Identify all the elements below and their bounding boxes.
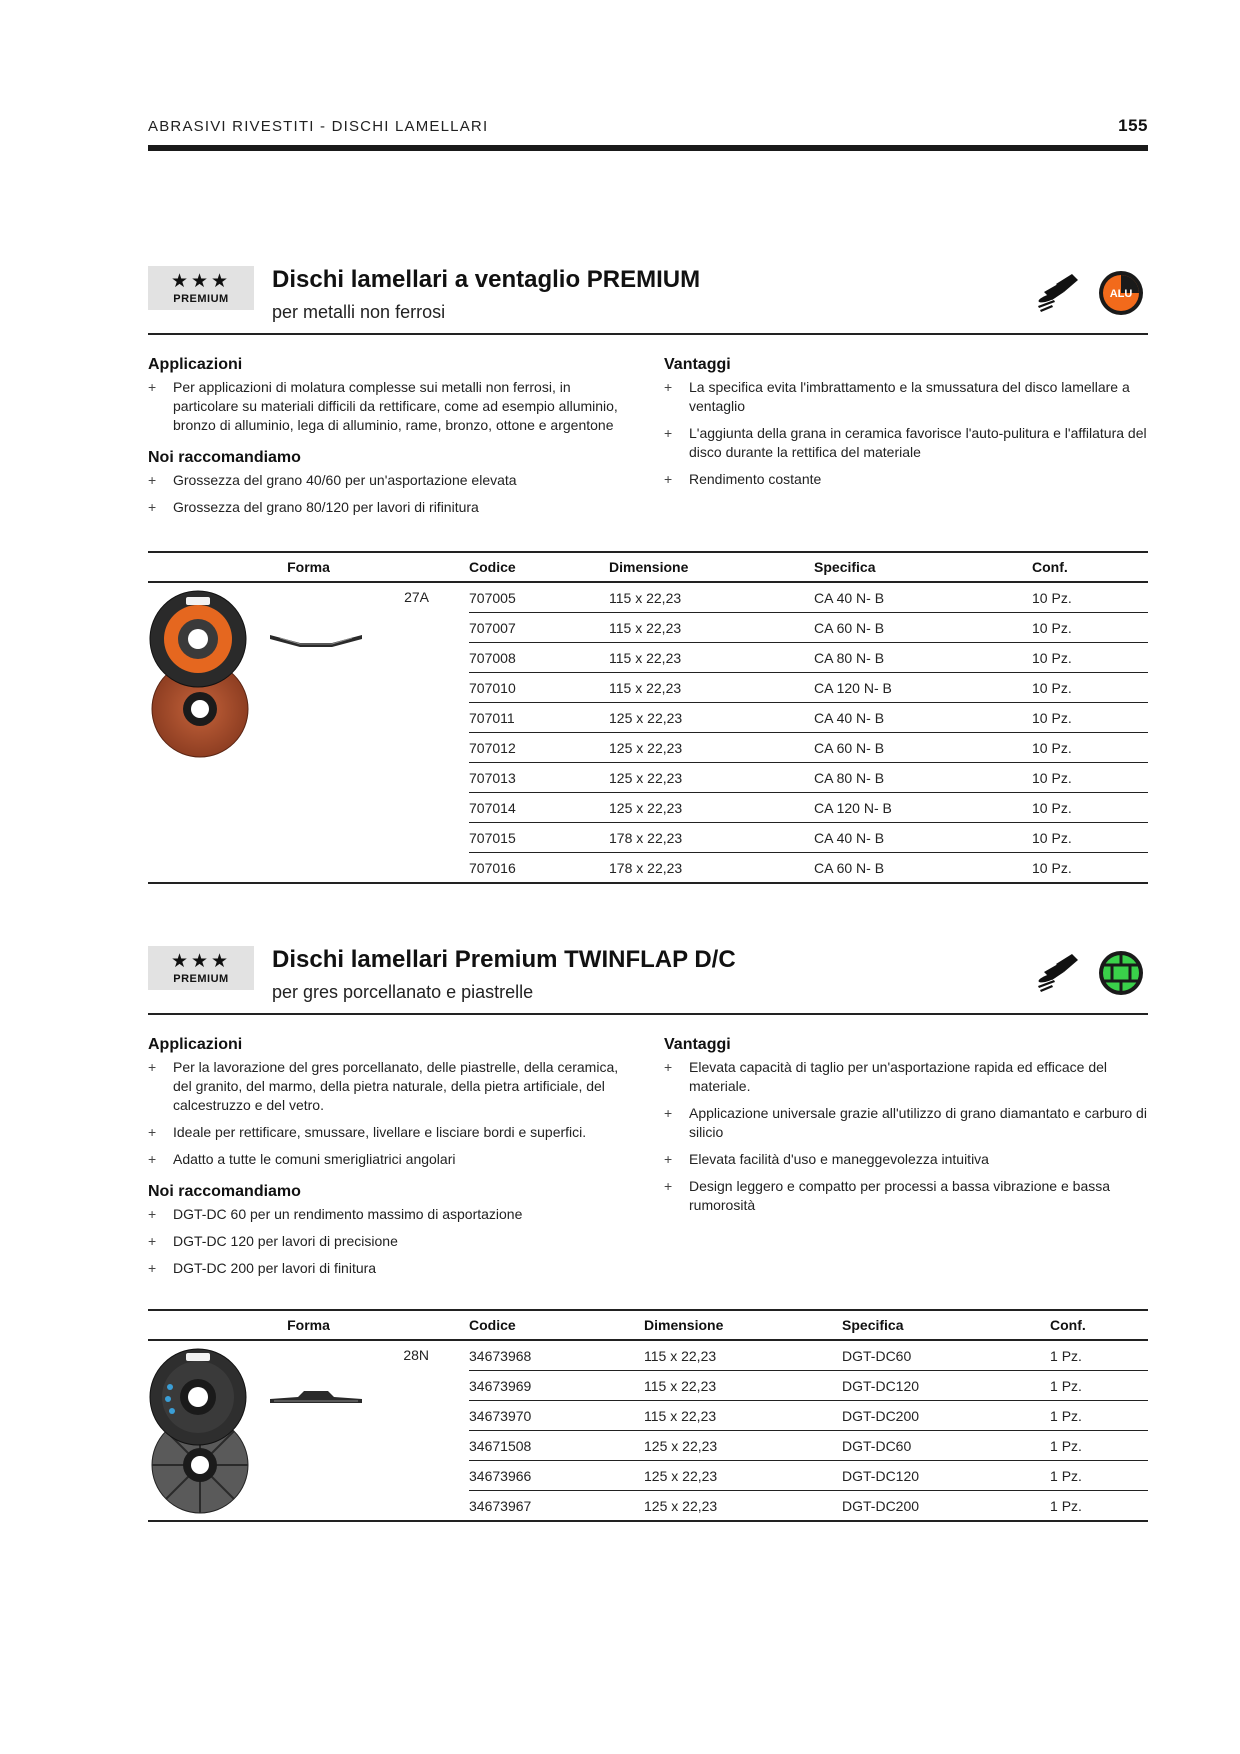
raccomandiamo-heading: Noi raccomandiamo bbox=[148, 1183, 301, 1200]
cell-conf: 1 Pz. bbox=[1050, 1497, 1082, 1514]
cell-specifica: DGT-DC200 bbox=[842, 1497, 920, 1514]
list-item: + Applicazione universale grazie all'utilizzo di grano diamantato e carburo di silicio bbox=[664, 1104, 1154, 1142]
cell-dimensione: 178 x 22,23 bbox=[609, 823, 814, 853]
cell-codice: 707011 bbox=[469, 703, 609, 733]
cell-codice: 707005 bbox=[469, 582, 609, 613]
cell-specifica: DGT-DC120 bbox=[842, 1371, 1050, 1401]
table-body bbox=[148, 582, 1148, 883]
cell-conf: 10 Pz. bbox=[1032, 859, 1072, 876]
shape-cell bbox=[278, 1340, 469, 1521]
cell-specifica: DGT-DC120 bbox=[842, 1461, 1050, 1491]
list-item: + Ideale per rettificare, smussare, livellare e lisciare bordi e superfici. bbox=[148, 1123, 638, 1142]
cell-conf: 10 Pz. bbox=[1032, 643, 1148, 673]
premium-badge bbox=[148, 946, 254, 990]
table-body bbox=[148, 1340, 1148, 1521]
column-header-conf: Conf. bbox=[1032, 552, 1148, 582]
cell-dimensione: 115 x 22,23 bbox=[609, 613, 814, 643]
applicazioni-heading: Applicazioni bbox=[148, 356, 243, 373]
list-item: + Rendimento costante bbox=[664, 470, 1154, 489]
column-header-conf: Conf. bbox=[1050, 1310, 1148, 1340]
cell-dimensione: 115 x 22,23 bbox=[609, 582, 814, 613]
cell-codice: 707010 bbox=[469, 673, 609, 703]
vantaggi-heading: Vantaggi bbox=[664, 356, 731, 373]
section-rule bbox=[148, 1013, 1148, 1015]
section-title: Dischi lamellari Premium TWINFLAP D/C bbox=[272, 946, 736, 973]
product-table bbox=[148, 551, 1148, 884]
cell-codice: 707013 bbox=[469, 763, 609, 793]
cell-codice: 707008 bbox=[469, 643, 609, 673]
raccomandiamo-heading: Noi raccomandiamo bbox=[148, 449, 301, 466]
cell-codice: 707012 bbox=[469, 733, 609, 763]
list-item: + Grossezza del grano 40/60 per un'asportazione elevata bbox=[148, 471, 638, 490]
tile-material-icon bbox=[1098, 950, 1144, 996]
cell-specifica: CA 60 N- B bbox=[814, 859, 885, 876]
right-column bbox=[664, 356, 1154, 497]
applicazioni-heading: Applicazioni bbox=[148, 1036, 243, 1053]
cell-specifica: CA 120 N- B bbox=[814, 673, 1032, 703]
flap-disc-image bbox=[148, 589, 250, 759]
cell-conf: 10 Pz. bbox=[1032, 703, 1148, 733]
cell-conf: 1 Pz. bbox=[1050, 1461, 1148, 1491]
page-header bbox=[148, 112, 1148, 140]
section-subtitle: per gres porcellanato e piastrelle bbox=[272, 982, 534, 1002]
shape-code: 27A bbox=[404, 589, 430, 605]
column-header-dimensione: Dimensione bbox=[644, 1310, 842, 1340]
column-header-specifica: Specifica bbox=[842, 1310, 1050, 1340]
product-image-cell bbox=[148, 582, 278, 883]
cell-conf: 10 Pz. bbox=[1032, 733, 1148, 763]
premium-badge bbox=[148, 266, 254, 310]
section-title: Dischi lamellari a ventaglio PREMIUM bbox=[272, 266, 701, 293]
cell-dimensione: 178 x 22,23 bbox=[609, 859, 683, 876]
right-column bbox=[664, 1036, 1154, 1223]
cell-specifica: DGT-DC60 bbox=[842, 1431, 1050, 1461]
badge-label: PREMIUM bbox=[173, 292, 229, 305]
stars-icon: ★★★ bbox=[170, 270, 232, 292]
twinflap-disc-image bbox=[148, 1347, 250, 1517]
cell-dimensione: 125 x 22,23 bbox=[609, 703, 814, 733]
section-subtitle: per metalli non ferrosi bbox=[272, 302, 446, 322]
cell-conf: 10 Pz. bbox=[1032, 763, 1148, 793]
cell-dimensione: 125 x 22,23 bbox=[644, 1461, 842, 1491]
cell-conf: 10 Pz. bbox=[1032, 673, 1148, 703]
section-twinflap bbox=[148, 946, 1148, 1546]
cell-codice: 34671508 bbox=[469, 1431, 644, 1461]
shape-27a-profile-icon bbox=[270, 631, 362, 651]
cell-dimensione: 115 x 22,23 bbox=[644, 1371, 842, 1401]
raccomandiamo-list bbox=[148, 471, 638, 517]
angle-grinder-icon bbox=[1034, 270, 1082, 316]
badge-label: PREMIUM bbox=[173, 972, 229, 985]
list-item: + Per applicazioni di molatura complesse sui metalli non ferrosi, in particolare su materiali difficili da rettificare, come ad esempio alluminio, bronzo di alluminio, lega di alluminio, rame, bronzo, ottone e argentone bbox=[148, 378, 638, 435]
cell-specifica: CA 80 N- B bbox=[814, 763, 1032, 793]
cell-conf: 10 Pz. bbox=[1032, 793, 1148, 823]
header-rule bbox=[148, 145, 1148, 151]
product-table bbox=[148, 1309, 1148, 1522]
shape-28n-profile-icon bbox=[270, 1389, 362, 1409]
cell-dimensione: 115 x 22,23 bbox=[609, 643, 814, 673]
cell-codice: 707007 bbox=[469, 613, 609, 643]
column-header-dimensione: Dimensione bbox=[609, 552, 814, 582]
angle-grinder-icon bbox=[1034, 950, 1082, 996]
table-header-row bbox=[148, 1310, 1148, 1340]
cell-specifica: CA 80 N- B bbox=[814, 643, 1032, 673]
column-header-specifica: Specifica bbox=[814, 552, 1032, 582]
cell-specifica: DGT-DC60 bbox=[842, 1340, 1050, 1371]
column-header-forma: Forma bbox=[148, 1310, 469, 1340]
cell-dimensione: 125 x 22,23 bbox=[644, 1497, 718, 1514]
alu-text: ALU bbox=[1109, 288, 1133, 300]
list-item: + L'aggiunta della grana in ceramica favorisce l'auto-pulitura e l'affilatura del disco durante la rettifica del materiale bbox=[664, 424, 1154, 462]
cell-dimensione: 125 x 22,23 bbox=[609, 793, 814, 823]
list-item: + Per la lavorazione del gres porcellanato, delle piastrelle, della ceramica, del granito, del marmo, della pietra naturale, della pietra artificiale, del calcestruzzo e del vetro. bbox=[148, 1058, 638, 1115]
applicazioni-list bbox=[148, 1058, 638, 1169]
list-item: + DGT-DC 60 per un rendimento massimo di asportazione bbox=[148, 1205, 638, 1224]
applicazioni-list bbox=[148, 378, 638, 435]
table-row bbox=[148, 582, 1148, 613]
cell-codice: 34673969 bbox=[469, 1371, 644, 1401]
list-item: + Elevata capacità di taglio per un'asportazione rapida ed efficace del materiale. bbox=[664, 1058, 1154, 1096]
table-row bbox=[148, 1340, 1148, 1371]
list-item: + Grossezza del grano 80/120 per lavori di rifinitura bbox=[148, 498, 638, 517]
list-item: + DGT-DC 120 per lavori di precisione bbox=[148, 1232, 638, 1251]
cell-specifica: CA 40 N- B bbox=[814, 703, 1032, 733]
cell-dimensione: 125 x 22,23 bbox=[644, 1431, 842, 1461]
list-item: + Elevata facilità d'uso e maneggevolezza intuitiva bbox=[664, 1150, 1154, 1169]
cell-codice: 34673967 bbox=[469, 1497, 532, 1514]
vantaggi-list bbox=[664, 1058, 1154, 1215]
cell-dimensione: 125 x 22,23 bbox=[609, 733, 814, 763]
list-item: + Design leggero e compatto per processi a bassa vibrazione e bassa rumorosità bbox=[664, 1177, 1154, 1215]
cell-codice: 707016 bbox=[469, 859, 516, 876]
cell-conf: 10 Pz. bbox=[1032, 613, 1148, 643]
cell-dimensione: 115 x 22,23 bbox=[644, 1401, 842, 1431]
cell-specifica: CA 60 N- B bbox=[814, 613, 1032, 643]
cell-dimensione: 115 x 22,23 bbox=[644, 1340, 842, 1371]
list-item: + Adatto a tutte le comuni smerigliatrici angolari bbox=[148, 1150, 638, 1169]
raccomandiamo-list bbox=[148, 1205, 638, 1278]
left-column bbox=[148, 356, 638, 525]
cell-codice: 34673968 bbox=[469, 1340, 644, 1371]
cell-specifica: CA 120 N- B bbox=[814, 793, 1032, 823]
cell-codice: 707014 bbox=[469, 793, 609, 823]
cell-codice: 34673966 bbox=[469, 1461, 644, 1491]
cell-conf: 10 Pz. bbox=[1032, 823, 1148, 853]
list-item: + DGT-DC 200 per lavori di finitura bbox=[148, 1259, 638, 1278]
section-premium-alu bbox=[148, 266, 1148, 886]
cell-specifica: CA 40 N- B bbox=[814, 582, 1032, 613]
column-header-codice: Codice bbox=[469, 552, 609, 582]
cell-conf: 1 Pz. bbox=[1050, 1340, 1148, 1371]
product-image-cell bbox=[148, 1340, 278, 1521]
vantaggi-heading: Vantaggi bbox=[664, 1036, 731, 1053]
shape-code: 28N bbox=[403, 1347, 430, 1363]
section-rule bbox=[148, 333, 1148, 335]
cell-dimensione: 115 x 22,23 bbox=[609, 673, 814, 703]
cell-conf: 1 Pz. bbox=[1050, 1401, 1148, 1431]
column-header-codice: Codice bbox=[469, 1310, 644, 1340]
shape-cell bbox=[278, 582, 469, 883]
list-item: + La specifica evita l'imbrattamento e la smussatura del disco lamellare a ventaglio bbox=[664, 378, 1154, 416]
cell-conf: 10 Pz. bbox=[1032, 582, 1148, 613]
cell-conf: 1 Pz. bbox=[1050, 1371, 1148, 1401]
page-number: 155 bbox=[1118, 116, 1148, 135]
vantaggi-list bbox=[664, 378, 1154, 489]
table-header-row bbox=[148, 552, 1148, 582]
header-title: ABRASIVI RIVESTITI - DISCHI LAMELLARI bbox=[148, 117, 489, 135]
left-column bbox=[148, 1036, 638, 1286]
cell-conf: 1 Pz. bbox=[1050, 1431, 1148, 1461]
stars-icon: ★★★ bbox=[170, 950, 232, 972]
cell-specifica: DGT-DC200 bbox=[842, 1401, 1050, 1431]
alu-material-icon bbox=[1098, 270, 1144, 316]
cell-codice: 707015 bbox=[469, 823, 609, 853]
cell-specifica: CA 60 N- B bbox=[814, 733, 1032, 763]
cell-dimensione: 125 x 22,23 bbox=[609, 763, 814, 793]
cell-specifica: CA 40 N- B bbox=[814, 823, 1032, 853]
cell-codice: 34673970 bbox=[469, 1401, 644, 1431]
column-header-forma: Forma bbox=[148, 552, 469, 582]
